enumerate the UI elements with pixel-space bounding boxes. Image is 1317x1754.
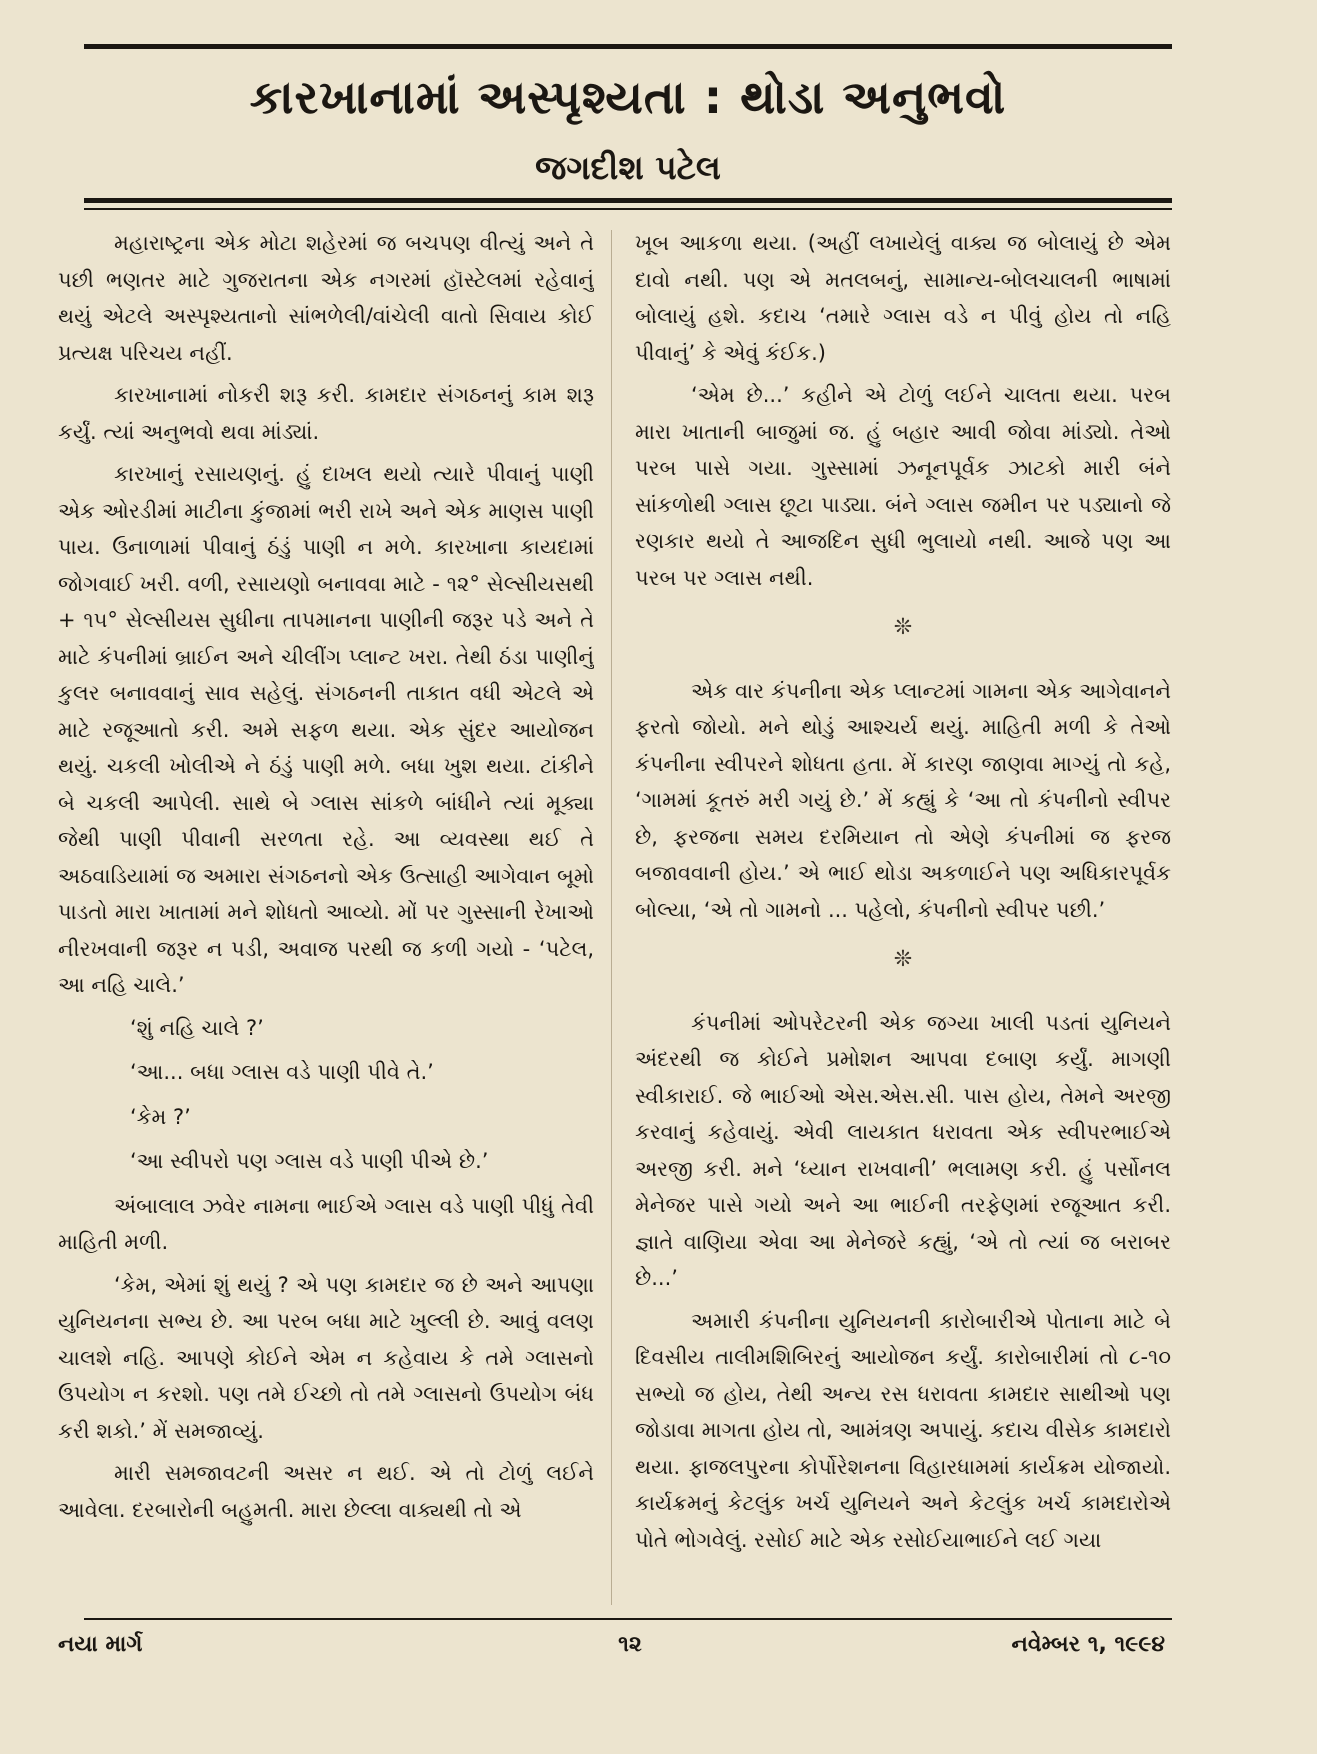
dialogue-line: ‘કેમ ?’ — [130, 1104, 191, 1129]
paragraph: મારી સમજાવટની અસર ન થઈ. એ તો ટોળું લઈને આવેલા. દરબારોની બહુમતી. મારા છેલ્લા વાક્યથી તો એ — [58, 1461, 594, 1522]
paragraph: મહારાષ્ટ્રના એક મોટા શહેરમાં જ બચપણ વીત્યું અને તે પછી ભણતર માટે ગુજરાતના એક નગરમાં હૉસ્ટેલમાં રહેવાનું થયું એટલે અસ્પૃશ્યતાનો સાંભળેલી/વાંચેલી વાતો સિવાય કોઈ પ્રત્યક્ષ પરિચય નહીં. — [58, 231, 594, 365]
paragraph: અંબાલાલ ઝવેર નામના ભાઈએ ગ્લાસ વડે પાણી પીધું તેવી માહિતી મળી. — [58, 1193, 594, 1254]
header-rule-thick — [84, 198, 1172, 203]
article-title: કારખાનામાં અસ્પૃશ્યતા : થોડા અનુભવો — [249, 70, 1007, 124]
top-rule — [84, 44, 1172, 49]
paragraph: ‘એમ છે...’ કહીને એ ટોળું લઈને ચાલતા થયા. પરબ મારા ખાતાની બાજુમાં જ. હું બહાર આવી જોવા માંડ્યો. તેઓ પરબ પાસે ગયા. ગુસ્સામાં ઝનૂનપૂર્વક ઝાટકો મારી બંને સાંકળોથી ગ્લાસ છૂટા પાડ્યા. બંને ગ્લાસ જમીન પર પડ્યાનો જે રણકાર થયો તે આજદિન સુધી ભુલાયો નથી. આજે પણ આ પરબ પર ગ્લાસ નથી. — [635, 383, 1171, 590]
paragraph: કંપનીમાં ઓપરેટરની એક જગ્યા ખાલી પડતાં યુનિયને અંદરથી જ કોઈને પ્રમોશન આપવા દબાણ કર્યું. માગણી સ્વીકારાઈ. જે ભાઈઓ એસ.એસ.સી. પાસ હોય, તેમને અરજી કરવાનું કહેવાયું. એવી લાયકાત ધરાવતા એક સ્વીપરભાઈએ અરજી કરી. મને ‘ધ્યાન રાખવાની’ ભલામણ કરી. હું પર્સોનલ મેનેજર પાસે ગયો અને આ ભાઈની તરફેણમાં રજૂઆત કરી. જ્ઞાતે વાણિયા એવા આ મેનેજરે કહ્યું, ‘એ તો ત્યાં જ બરાબર છે...’ — [635, 1010, 1171, 1290]
paragraph: કારખાનામાં નોકરી શરૂ કરી. કામદાર સંગઠનનું કામ શરૂ કર્યું. ત્યાં અનુભવો થવા માંડ્યાં. — [58, 383, 594, 444]
left-column — [58, 225, 594, 1610]
footer-rule — [84, 1618, 1172, 1620]
paragraph: ખૂબ આકળા થયા. (અહીં લખાયેલું વાક્ય જ બોલાયું છે એમ દાવો નથી. પણ એ મતલબનું, સામાન્ય-બોલચાલની ભાષામાં બોલાયું હશે. કદાચ ‘તમારે ગ્લાસ વડે ન પીવું હોય તો નહિ પીવાનું’ કે એવું કંઈક.) — [635, 231, 1171, 365]
dialogue-line: ‘આ... બધા ગ્લાસ વડે પાણી પીવે તે.’ — [130, 1060, 434, 1084]
paragraph: અમારી કંપનીના યુનિયનની કારોબારીએ પોતાના માટે બે દિવસીય તાલીમશિબિરનું આયોજન કર્યું. કારોબારીમાં તો ૮-૧૦ સભ્યો જ હોય, તેથી અન્ય રસ ધરાવતા કામદાર સાથીઓ પણ જોડાવા માગતા હોય તો, આમંત્રણ અપાયું. કદાચ વીસેક કામદારો થયા. ફાજલપુરના કોર્પોરેશનના વિહારધામમાં કાર્યક્રમ યોજાયો. કાર્યક્રમનું કેટલુંક ખર્ચ યુનિયને અને કેટલુંક ખર્ચ કામદારોએ પોતે ભોગવેલું. રસોઈ માટે એક રસોઈયાભાઈને લઈ ગયા — [635, 1308, 1171, 1552]
paragraph: ‘કેમ, એમાં શું થયું ? એ પણ કામદાર જ છે અને આપણા યુનિયનના સભ્ય છે. આ પરબ બધા માટે ખુલ્લી છે. આવું વલણ ચાલશે નહિ. આપણે કોઈને એમ ન કહેવાય કે તમે ગ્લાસનો ઉપયોગ ન કરશો. પણ તમે ઈચ્છો તો તમે ગ્લાસનો ઉપયોગ બંધ કરી શકો.’ મેં સમજાવ્યું. — [58, 1272, 594, 1443]
section-separator-icon: ❊ — [893, 615, 913, 640]
header-rule-thin — [84, 208, 1172, 210]
column-divider — [611, 230, 612, 1605]
section-separator-icon: ❊ — [893, 947, 913, 972]
paragraph: કારખાનું રસાયણનું. હું દાખલ થયો ત્યારે પીવાનું પાણી એક ઓરડીમાં માટીના કુંજામાં ભરી રાખે અને એક માણસ પાણી પાય. ઉનાળામાં પીવાનું ઠંડું પાણી ન મળે. કારખાના કાયદામાં જોગવાઈ ખરી. વળી, રસાયણો બનાવવા માટે - ૧૨° સેલ્સીયસથી + ૧૫° સેલ્સીયસ સુધીના તાપમાનના પાણીની જરૂર પડે અને તે માટે કંપનીમાં બ્રાઈન અને ચીલીંગ પ્લાન્ટ ખરા. તેથી ઠંડા પાણીનું કુલર બનાવવાનું સાવ સહેલું. સંગઠનની તાકાત વધી એટલે એ માટે રજૂઆતો કરી. અમે સફળ થયા. એક સુંદર આયોજન થયું. ચકલી ખોલીએ ને ઠંડું પાણી મળે. બધા ખુશ થયા. ટાંકીને બે ચકલી આપેલી. સાથે બે ગ્લાસ સાંકળે બાંધીને ત્યાં મૂક્યા જેથી પાણી પીવાની સરળતા રહે. આ વ્યવસ્થા થઈ તે અઠવાડિયામાં જ અમારા સંગઠનનો એક ઉત્સાહી આગેવાન બૂમો પાડતો મારા ખાતામાં મને શોધતો આવ્યો. મોં પર ગુસ્સાની રેખાઓ નીરખવાની જરૂર ન પડી, અવાજ પરથી જ કળી ગયો - ‘પટેલ, આ નહિ ચાલે.’ — [58, 462, 594, 997]
article-author: જગદીશ પટેલ — [535, 148, 721, 187]
dialogue-line: ‘શું નહિ ચાલે ?’ — [130, 1015, 264, 1040]
right-column — [635, 225, 1171, 1610]
footer-page-number: ૧૨ — [618, 1632, 642, 1657]
paragraph: એક વાર કંપનીના એક પ્લાન્ટમાં ગામના એક આગેવાનને ફરતો જોયો. મને થોડું આશ્ચર્ય થયું. માહિતી મળી કે તેઓ કંપનીના સ્વીપરને શોધતા હતા. મેં કારણ જાણવા માગ્યું તો કહે, ‘ગામમાં કૂતરું મરી ગયું છે.’ મેં કહ્યું કે ‘આ તો કંપનીનો સ્વીપર છે, ફરજના સમય દરમિયાન તો એણે કંપનીમાં જ ફરજ બજાવવાની હોય.’ એ ભાઈ થોડા અકળાઈને પણ અધિકારપૂર્વક બોલ્યા, ‘એ તો ગામનો ... પહેલો, કંપનીનો સ્વીપર પછી.’ — [635, 678, 1171, 922]
footer-date: નવેમ્બર ૧, ૧૯૯૪ — [1011, 1632, 1165, 1657]
footer-publication: નયા માર્ગ — [58, 1632, 143, 1657]
dialogue-line: ‘આ સ્વીપરો પણ ગ્લાસ વડે પાણી પીએ છે.’ — [130, 1149, 489, 1173]
